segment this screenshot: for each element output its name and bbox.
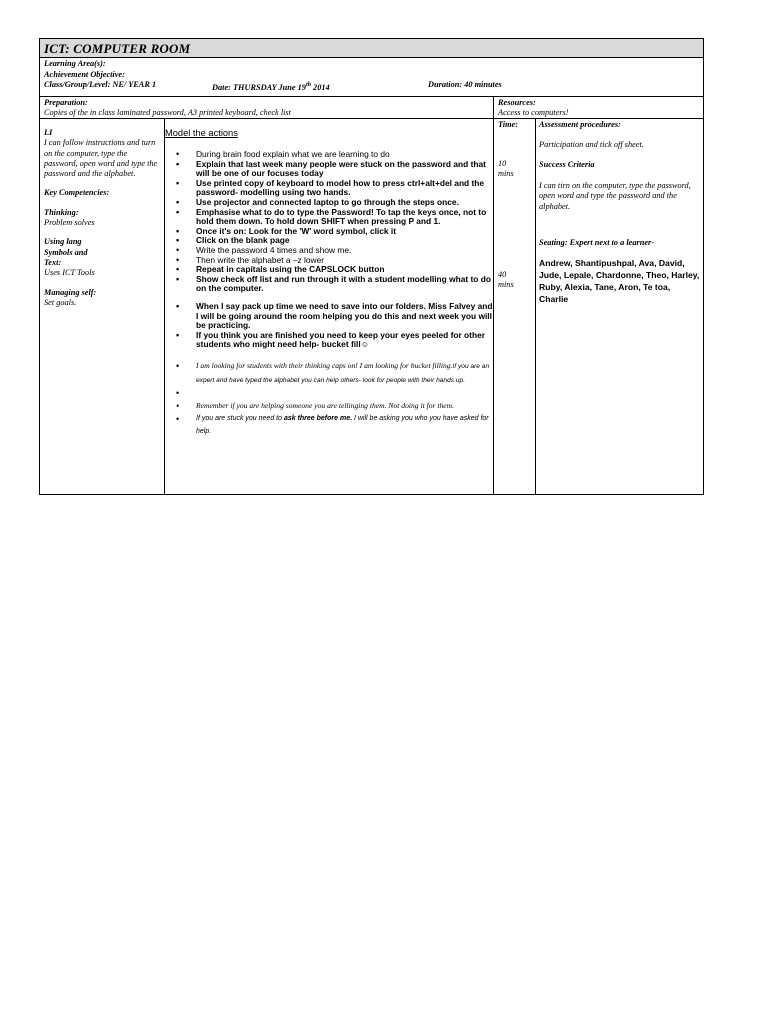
using-lang-label-3: Text: — [44, 257, 62, 267]
preparation-cell — [40, 97, 494, 118]
seating-text: Seating: Expert next to a learner- — [539, 238, 655, 247]
g3-d-bold: ask three before me. — [283, 415, 353, 423]
g3-d-2: I will be asking you who you have asked for help. — [196, 415, 489, 435]
date-suffix: 2014 — [310, 83, 330, 92]
action-item: • When I say pack up time we need to save into our folders. Miss Falvey and I will be going around the room helping you do this and next week you will be practicing. — [196, 302, 493, 331]
action-item — [196, 413, 493, 439]
class-level: Class/Group/Level: NE/ YEAR 1 — [44, 80, 157, 89]
participation-text: Participation and tick off sheet. — [539, 139, 644, 149]
action-item: • During brain food explain what we are learning to do — [196, 150, 493, 160]
time-2-unit: mins — [498, 280, 514, 289]
class-date-duration-line — [44, 80, 699, 91]
managing-self-text: Set goals. — [44, 297, 77, 307]
action-item: • Emphasise what to do to type the Password! To tap the keys once, not to hold them down. To hold down SHIFT when pressing P and 1. — [196, 208, 493, 227]
date-prefix: Date: THURSDAY June 19 — [212, 83, 306, 92]
action-item — [196, 360, 493, 388]
thinking-text: Problem solves — [44, 218, 95, 228]
managing-self-label: Managing self: — [44, 287, 97, 297]
li-label: LI — [44, 128, 53, 137]
preparation-label: Preparation: — [44, 98, 88, 107]
using-lang-text: Uses ICT Tools — [44, 268, 95, 278]
preparation-resources-row — [39, 97, 704, 119]
action-item: • Once it's on: Look for the 'W' word symbol, click it — [196, 227, 493, 237]
action-item: • Click on the blank page — [196, 236, 493, 246]
lesson-date — [212, 80, 330, 94]
actions-column — [165, 119, 494, 494]
actions-list-2 — [165, 302, 493, 350]
date-sup: th — [305, 82, 311, 88]
li-text: I can follow instructions and turn on the computer, type the password, open word and type the password and the alphabet. — [44, 138, 158, 179]
resources-cell — [494, 97, 703, 118]
achievement-objective-label: Achievement Objective: — [44, 69, 125, 79]
time-2-value: 40 — [498, 270, 507, 279]
assessment-column — [536, 119, 703, 494]
time-column — [494, 119, 536, 494]
action-item: • Remember if you are helping someone you are tellinging them. Not doing it for them. — [196, 400, 493, 413]
using-lang-label-1: Using lang — [44, 237, 82, 247]
action-item: • Explain that last week many people were stuck on the password and that will be one of our focuses today — [196, 160, 493, 179]
using-lang-label-2: Symbols and — [44, 247, 88, 257]
key-competencies-label: Key Competencies: — [44, 188, 110, 198]
action-item: • Write the password 4 times and show me. — [196, 246, 493, 256]
learning-area-label: Learning Area(s): — [44, 59, 106, 68]
g3-d-1: If you are stuck you need to — [196, 415, 284, 423]
student-names: Andrew, Shantipushpal, Ava, David, Jude, Lepale, Chardonne, Theo, Harley, Ruby, Alexia, Tane, Aron, Te toa, Charlie — [539, 257, 700, 305]
preparation-text: Copies of the in class laminated password, A3 printed keyboard, check list — [44, 108, 291, 117]
lesson-body-row — [39, 119, 704, 495]
action-item-empty — [196, 387, 493, 400]
lesson-duration: Duration: 40 minutes — [428, 80, 502, 89]
assessment-label: Assessment procedures: — [539, 120, 621, 129]
header-info-row — [39, 58, 704, 97]
time-1-unit: mins — [498, 169, 514, 178]
success-criteria-label: Success Criteria — [539, 160, 595, 169]
action-item: • Use printed copy of keyboard to model how to press ctrl+alt+del and the password- modelling using two hands. — [196, 179, 493, 198]
actions-heading: Model the actions — [165, 128, 238, 138]
learning-intention-column — [40, 119, 165, 494]
g3-a-small: If you are an expert and have typed the alphabet you can help others- look for people with their hands up. — [196, 362, 490, 384]
actions-list-1 — [165, 150, 493, 294]
actions-list-3 — [165, 360, 493, 439]
time-label: Time: — [498, 120, 518, 129]
thinking-label: Thinking: — [44, 207, 79, 217]
action-item: • Use projector and connected laptop to go through the steps once. — [196, 198, 493, 208]
page-title: ICT: COMPUTER ROOM — [39, 38, 704, 58]
action-item: • If you think you are finished you need to keep your eyes peeled for other students who might need help- bucket fill☺ — [196, 331, 493, 350]
lesson-plan-document — [39, 38, 704, 495]
time-1-value: 10 — [498, 159, 507, 168]
resources-text: Access to computers! — [498, 108, 569, 117]
resources-label: Resources: — [498, 98, 536, 107]
success-criteria-text: I can tirn on the computer, type the password, open word and type the password and the alphabet. — [539, 180, 691, 211]
action-item: • Repeat in capitals using the CAPSLOCK button — [196, 265, 493, 275]
g3-a-italic: I am looking for students with their thinking caps on! I am looking for bucket filling. — [196, 360, 453, 370]
action-item: • Show check off list and run through it with a student modelling what to do on the computer. — [196, 275, 493, 294]
action-item: • Then write the alphabet a –z lower — [196, 256, 493, 266]
